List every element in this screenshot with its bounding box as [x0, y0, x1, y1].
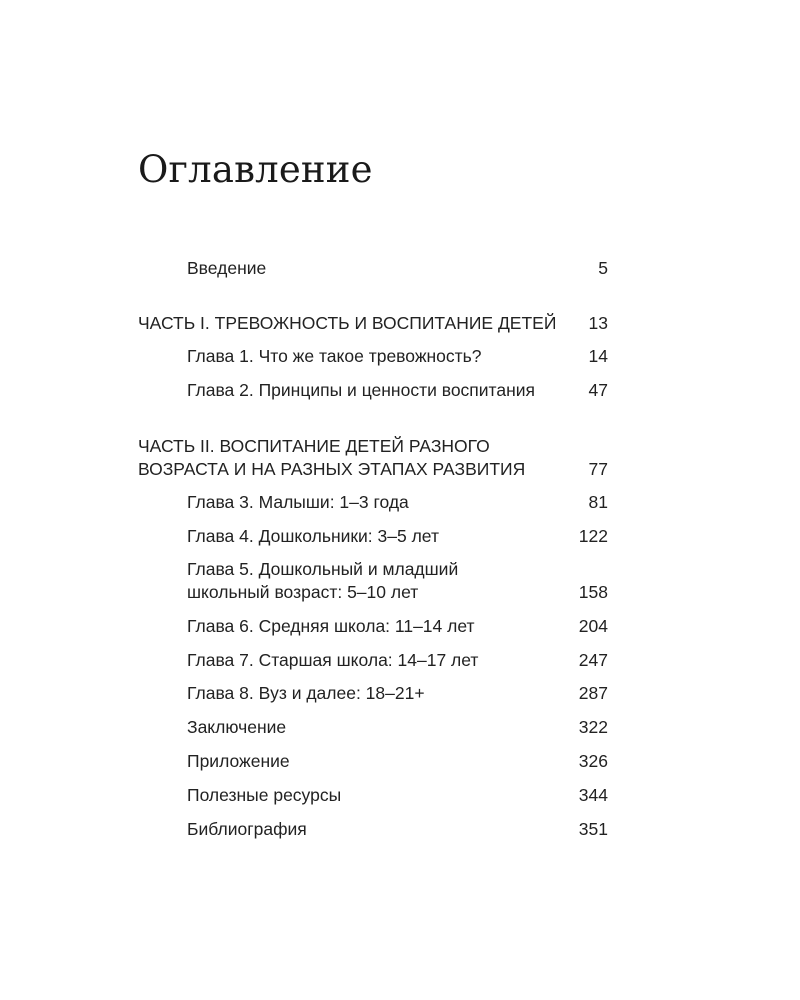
- entry-label: Заключение: [187, 717, 287, 737]
- entry-page-number: 81: [588, 492, 608, 512]
- entry-page-number: 5: [598, 258, 608, 278]
- entry-page-number: 122: [578, 526, 608, 546]
- entry-page-number: 344: [578, 785, 608, 805]
- toc-entry-resources[interactable]: [187, 784, 608, 807]
- entry-page-number: 351: [578, 819, 608, 839]
- entry-page-number: 287: [578, 683, 608, 703]
- entry-page-number: 247: [578, 650, 608, 670]
- entry-label: Глава 8. Вуз и далее: 18–21+: [187, 683, 425, 703]
- toc-entry-chapter-4[interactable]: [187, 525, 608, 548]
- entry-label: Глава 1. Что же такое тревожность?: [187, 346, 482, 366]
- entry-label-line: школьный возраст: 5–10 лет: [187, 582, 419, 602]
- toc-entry-chapter-8[interactable]: [187, 682, 608, 705]
- entry-page-number: 158: [578, 582, 608, 602]
- entry-page-number: 322: [578, 717, 608, 737]
- entry-label-line: ЧАСТЬ II. ВОСПИТАНИЕ ДЕТЕЙ РАЗНОГО: [138, 436, 490, 456]
- entry-label: ЧАСТЬ I. ТРЕВОЖНОСТЬ И ВОСПИТАНИЕ ДЕТЕЙ: [138, 313, 557, 333]
- entry-label: Глава 7. Старшая школа: 14–17 лет: [187, 650, 479, 670]
- entry-label: Библиография: [187, 819, 307, 839]
- toc-entry-intro[interactable]: [187, 257, 608, 280]
- entry-label: Глава 4. Дошкольники: 3–5 лет: [187, 526, 439, 546]
- toc-entry-part-1[interactable]: [138, 312, 608, 335]
- page-title: Оглавление: [138, 148, 373, 191]
- entry-label: Глава 2. Принципы и ценности воспитания: [187, 380, 536, 400]
- entry-label: Полезные ресурсы: [187, 785, 342, 805]
- toc-entry-conclusion[interactable]: [187, 716, 608, 739]
- entry-label-line: Глава 5. Дошкольный и младший: [187, 559, 459, 579]
- entry-page-number: 204: [578, 616, 608, 636]
- entry-page-number: 77: [588, 459, 608, 479]
- entry-page-number: 47: [588, 380, 608, 400]
- toc-entry-chapter-6[interactable]: [187, 615, 608, 638]
- entry-label-line: ВОЗРАСТА И НА РАЗНЫХ ЭТАПАХ РАЗВИТИЯ: [138, 459, 526, 479]
- entry-page-number: 13: [588, 313, 608, 333]
- toc-entry-bibliography[interactable]: [187, 818, 608, 841]
- entry-label: Приложение: [187, 751, 290, 771]
- entry-label: Введение: [187, 258, 267, 278]
- entry-label: Глава 6. Средняя школа: 11–14 лет: [187, 616, 475, 636]
- entry-label: [138, 435, 525, 481]
- toc-entry-chapter-2[interactable]: [187, 379, 608, 402]
- toc-entry-part-2[interactable]: [138, 435, 608, 481]
- toc-entry-chapter-7[interactable]: [187, 649, 608, 672]
- toc-entry-chapter-3[interactable]: [187, 491, 608, 514]
- entry-label: [187, 558, 458, 604]
- entry-page-number: 14: [588, 346, 608, 366]
- entry-page-number: 326: [578, 751, 608, 771]
- entry-label: Глава 3. Малыши: 1–3 года: [187, 492, 409, 512]
- toc-entry-chapter-5[interactable]: [187, 558, 608, 604]
- toc-entry-appendix[interactable]: [187, 750, 608, 773]
- toc-entry-chapter-1[interactable]: [187, 345, 608, 368]
